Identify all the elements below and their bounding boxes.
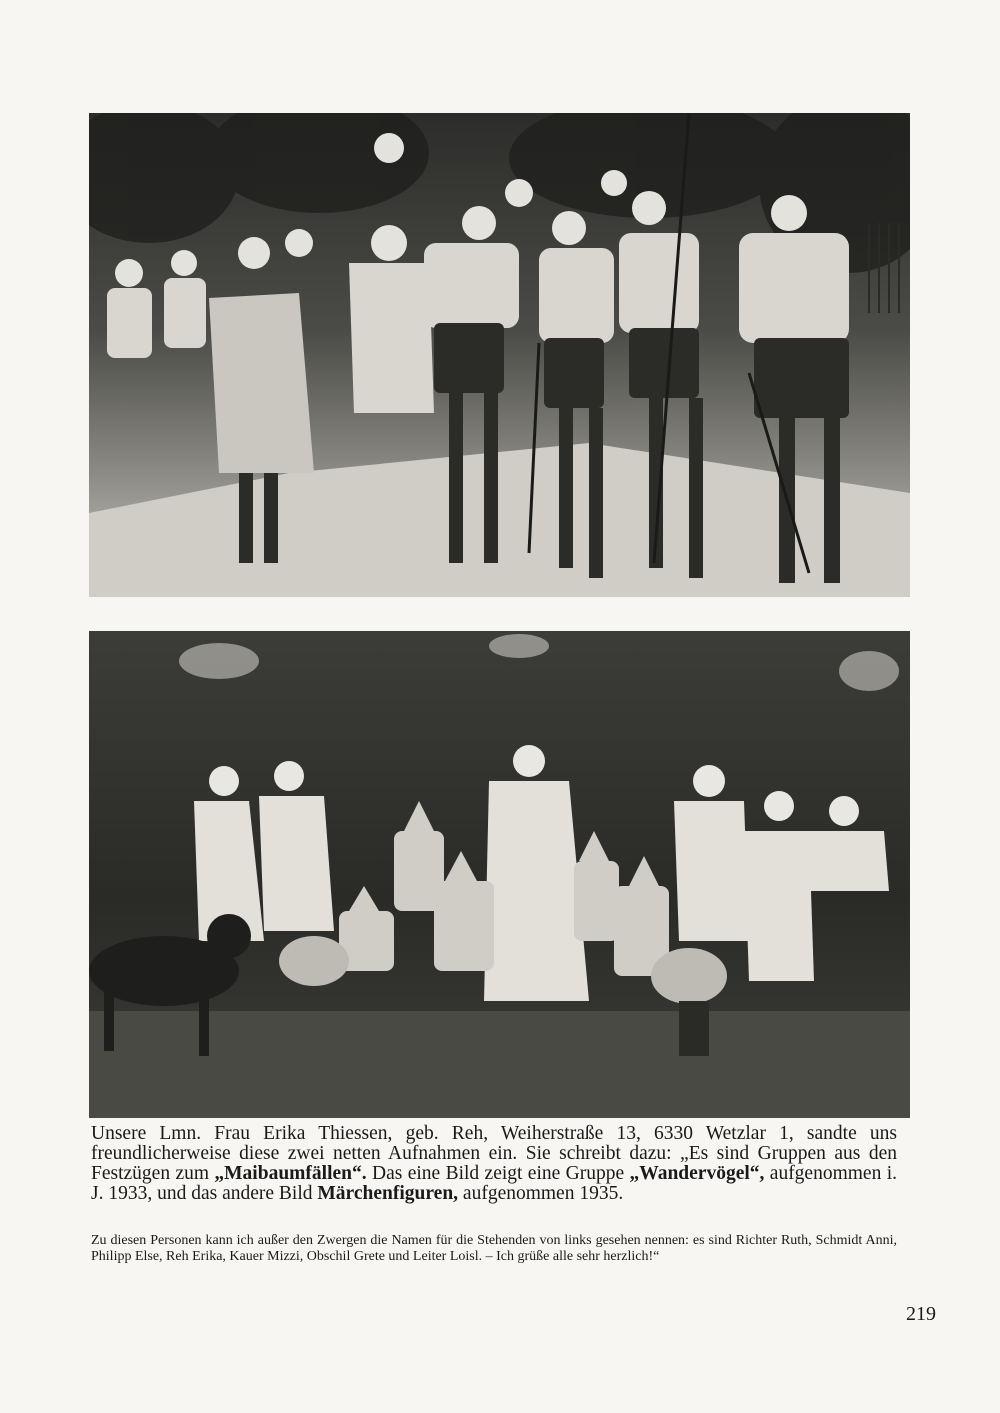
caption-text-2: Das eine Bild zeigt eine Gruppe: [366, 1163, 630, 1184]
caption-text-3: aufgenommen i. J. 1933, und das andere Bild: [91, 1163, 898, 1204]
caption-bold-maibaumfaellen: „Maibaumfällen“.: [214, 1163, 367, 1184]
caption-text-4: aufgenommen 1935.: [458, 1183, 624, 1204]
caption-bold-wandervoegel: „Wandervögel“,: [629, 1163, 765, 1184]
photo-caption: [91, 1124, 897, 1204]
page-number: 219: [906, 1303, 936, 1325]
photo-maerchenfiguren: [89, 631, 910, 1118]
photo-maerchenfiguren-image: [89, 631, 910, 1118]
caption-bold-maerchenfiguren: Märchenfiguren,: [317, 1183, 459, 1204]
photo-wandervoegel-image: [89, 113, 910, 597]
caption-names-paragraph: Zu diesen Personen kann ich außer den Zwergen die Namen für die Stehenden von links gesehen nennen: es sind Richter Ruth, Schmidt Anni, Philipp Else, Reh Erika, Kauer Mizzi, Obschil Grete und Leiter Loisl. – Ich grüße alle sehr herzlich!“: [91, 1233, 897, 1264]
caption-text-1: Unsere Lmn. Frau Erika Thiessen, geb. Reh, Weiherstraße 13, 6330 Wetzlar 1, sandte uns freundlicherweise diese zwei netten Aufnahmen ein. Sie schreibt dazu: „Es sind Gruppen aus den Festzügen zum: [91, 1123, 897, 1184]
photo-wandervoegel: [89, 113, 910, 597]
